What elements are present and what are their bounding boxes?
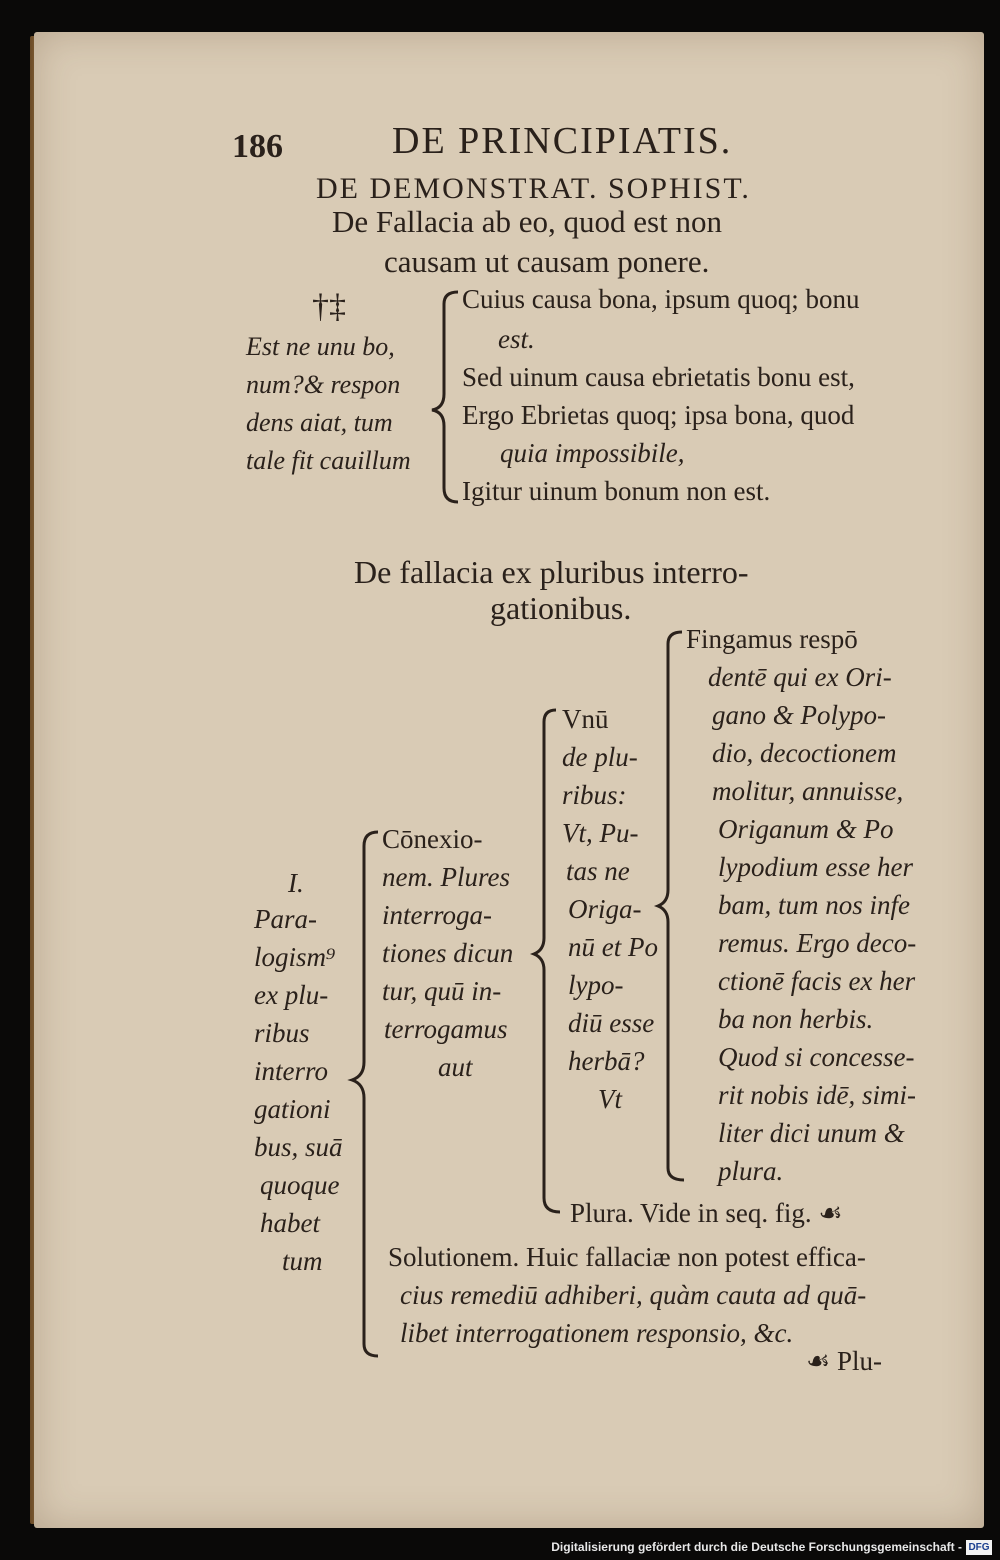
solution-line: Solutionem. Huic fallaciæ non potest effica- xyxy=(388,1242,866,1272)
section1-heading-3: causam ut causam ponere. xyxy=(384,244,710,279)
col2-line: Cōnexio- xyxy=(382,824,483,854)
col4-line: rit nobis idē, simi- xyxy=(718,1080,917,1110)
col2-line: nem. Plures xyxy=(382,862,510,892)
col1-line: logism⁹ xyxy=(254,942,336,972)
col3-line: Vt, Pu- xyxy=(562,818,639,848)
col4-line: dio, decoctionem xyxy=(712,738,897,768)
col4-line: plura. xyxy=(718,1156,784,1186)
footer-credit: Digitalisierung gefördert durch die Deutsche Forschungsgemeinschaft - xyxy=(551,1540,962,1554)
s1-left-line: tale fit cauillum xyxy=(246,446,411,475)
col3-line: tas ne xyxy=(566,856,630,886)
col4-line: molitur, annuisse, xyxy=(712,776,904,806)
col2-line: interroga- xyxy=(382,900,492,930)
s1-left-line: Est ne unu bo, xyxy=(246,332,395,361)
s1-right-line: Cuius causa bona, ipsum quoq; bonu xyxy=(462,284,860,314)
col4-line: Fingamus respō xyxy=(686,624,858,654)
s1-right-line: quia impossibile, xyxy=(500,438,685,468)
s1-right-line: Igitur uinum bonum non est. xyxy=(462,476,771,506)
running-head: DE PRINCIPIATIS. xyxy=(392,120,733,162)
col1-line: I. xyxy=(288,868,304,898)
col4-line: lypodium esse her xyxy=(718,852,913,882)
col1-line: interro xyxy=(254,1056,328,1086)
col2-line: tiones dicun xyxy=(382,938,514,968)
col2-line: aut xyxy=(438,1052,473,1082)
catchword: ☙ Plu- xyxy=(806,1346,882,1376)
col1-line: ribus xyxy=(254,1018,310,1048)
col1-line: habet xyxy=(260,1208,320,1238)
page-number: 186 xyxy=(232,128,283,165)
s1-right-line: Sed uinum causa ebrietatis bonu est, xyxy=(462,362,855,392)
s1-right-line: est. xyxy=(498,324,535,354)
col3-line: ribus: xyxy=(562,780,627,810)
plura-line: Plura. Vide in seq. fig. ☙ xyxy=(570,1198,843,1228)
cross-mark: †‡ xyxy=(312,288,346,325)
dfg-logo: DFG xyxy=(966,1540,992,1555)
col1-line: quoque xyxy=(260,1170,340,1200)
col4-line: bam, tum nos infe xyxy=(718,890,910,920)
s1-left-line: num?& respon xyxy=(246,370,401,399)
col4-line: ctionē facis ex her xyxy=(718,966,916,996)
solution-line: cius remediū adhiberi, quàm cauta ad quā- xyxy=(400,1280,867,1310)
col2-line: tur, quū in- xyxy=(382,976,502,1006)
col3-line: lypo- xyxy=(568,970,624,1000)
col1-line: Para- xyxy=(254,904,317,934)
section1-heading-1: DE DEMONSTRAT. SOPHIST. xyxy=(316,172,751,205)
col4-line: liter dici unum & xyxy=(718,1118,905,1148)
col1-line: ex plu- xyxy=(254,980,329,1010)
col3-line: herbā? xyxy=(568,1046,645,1076)
col3-line: nū et Po xyxy=(568,932,658,962)
col3-line: Vt xyxy=(598,1084,622,1114)
col1-line: bus, suā xyxy=(254,1132,343,1162)
s1-right-line: Ergo Ebrietas quoq; ipsa bona, quod xyxy=(462,400,855,430)
col1-line: gationi xyxy=(254,1094,331,1124)
col1-line: tum xyxy=(282,1246,323,1276)
section1-heading-2: De Fallacia ab eo, quod est non xyxy=(332,204,722,239)
col3-line: Vnū xyxy=(562,704,609,734)
section2-heading-2: gationibus. xyxy=(490,590,632,626)
col4-line: dentē qui ex Ori- xyxy=(708,662,892,692)
col3-line: de plu- xyxy=(562,742,638,772)
section2-heading-1: De fallacia ex pluribus interro- xyxy=(354,554,749,590)
col4-line: ba non herbis. xyxy=(718,1004,874,1034)
col4-line: gano & Polypo- xyxy=(712,700,886,730)
solution-line: libet interrogationem responsio, &c. xyxy=(400,1318,794,1348)
col3-line: Origa- xyxy=(568,894,642,924)
col2-line: terrogamus xyxy=(384,1014,508,1044)
s1-left-line: dens aiat, tum xyxy=(246,408,393,437)
col4-line: Origanum & Po xyxy=(718,814,894,844)
col3-line: diū esse xyxy=(568,1008,655,1038)
col4-line: Quod si concesse- xyxy=(718,1042,915,1072)
col4-line: remus. Ergo deco- xyxy=(718,928,917,958)
